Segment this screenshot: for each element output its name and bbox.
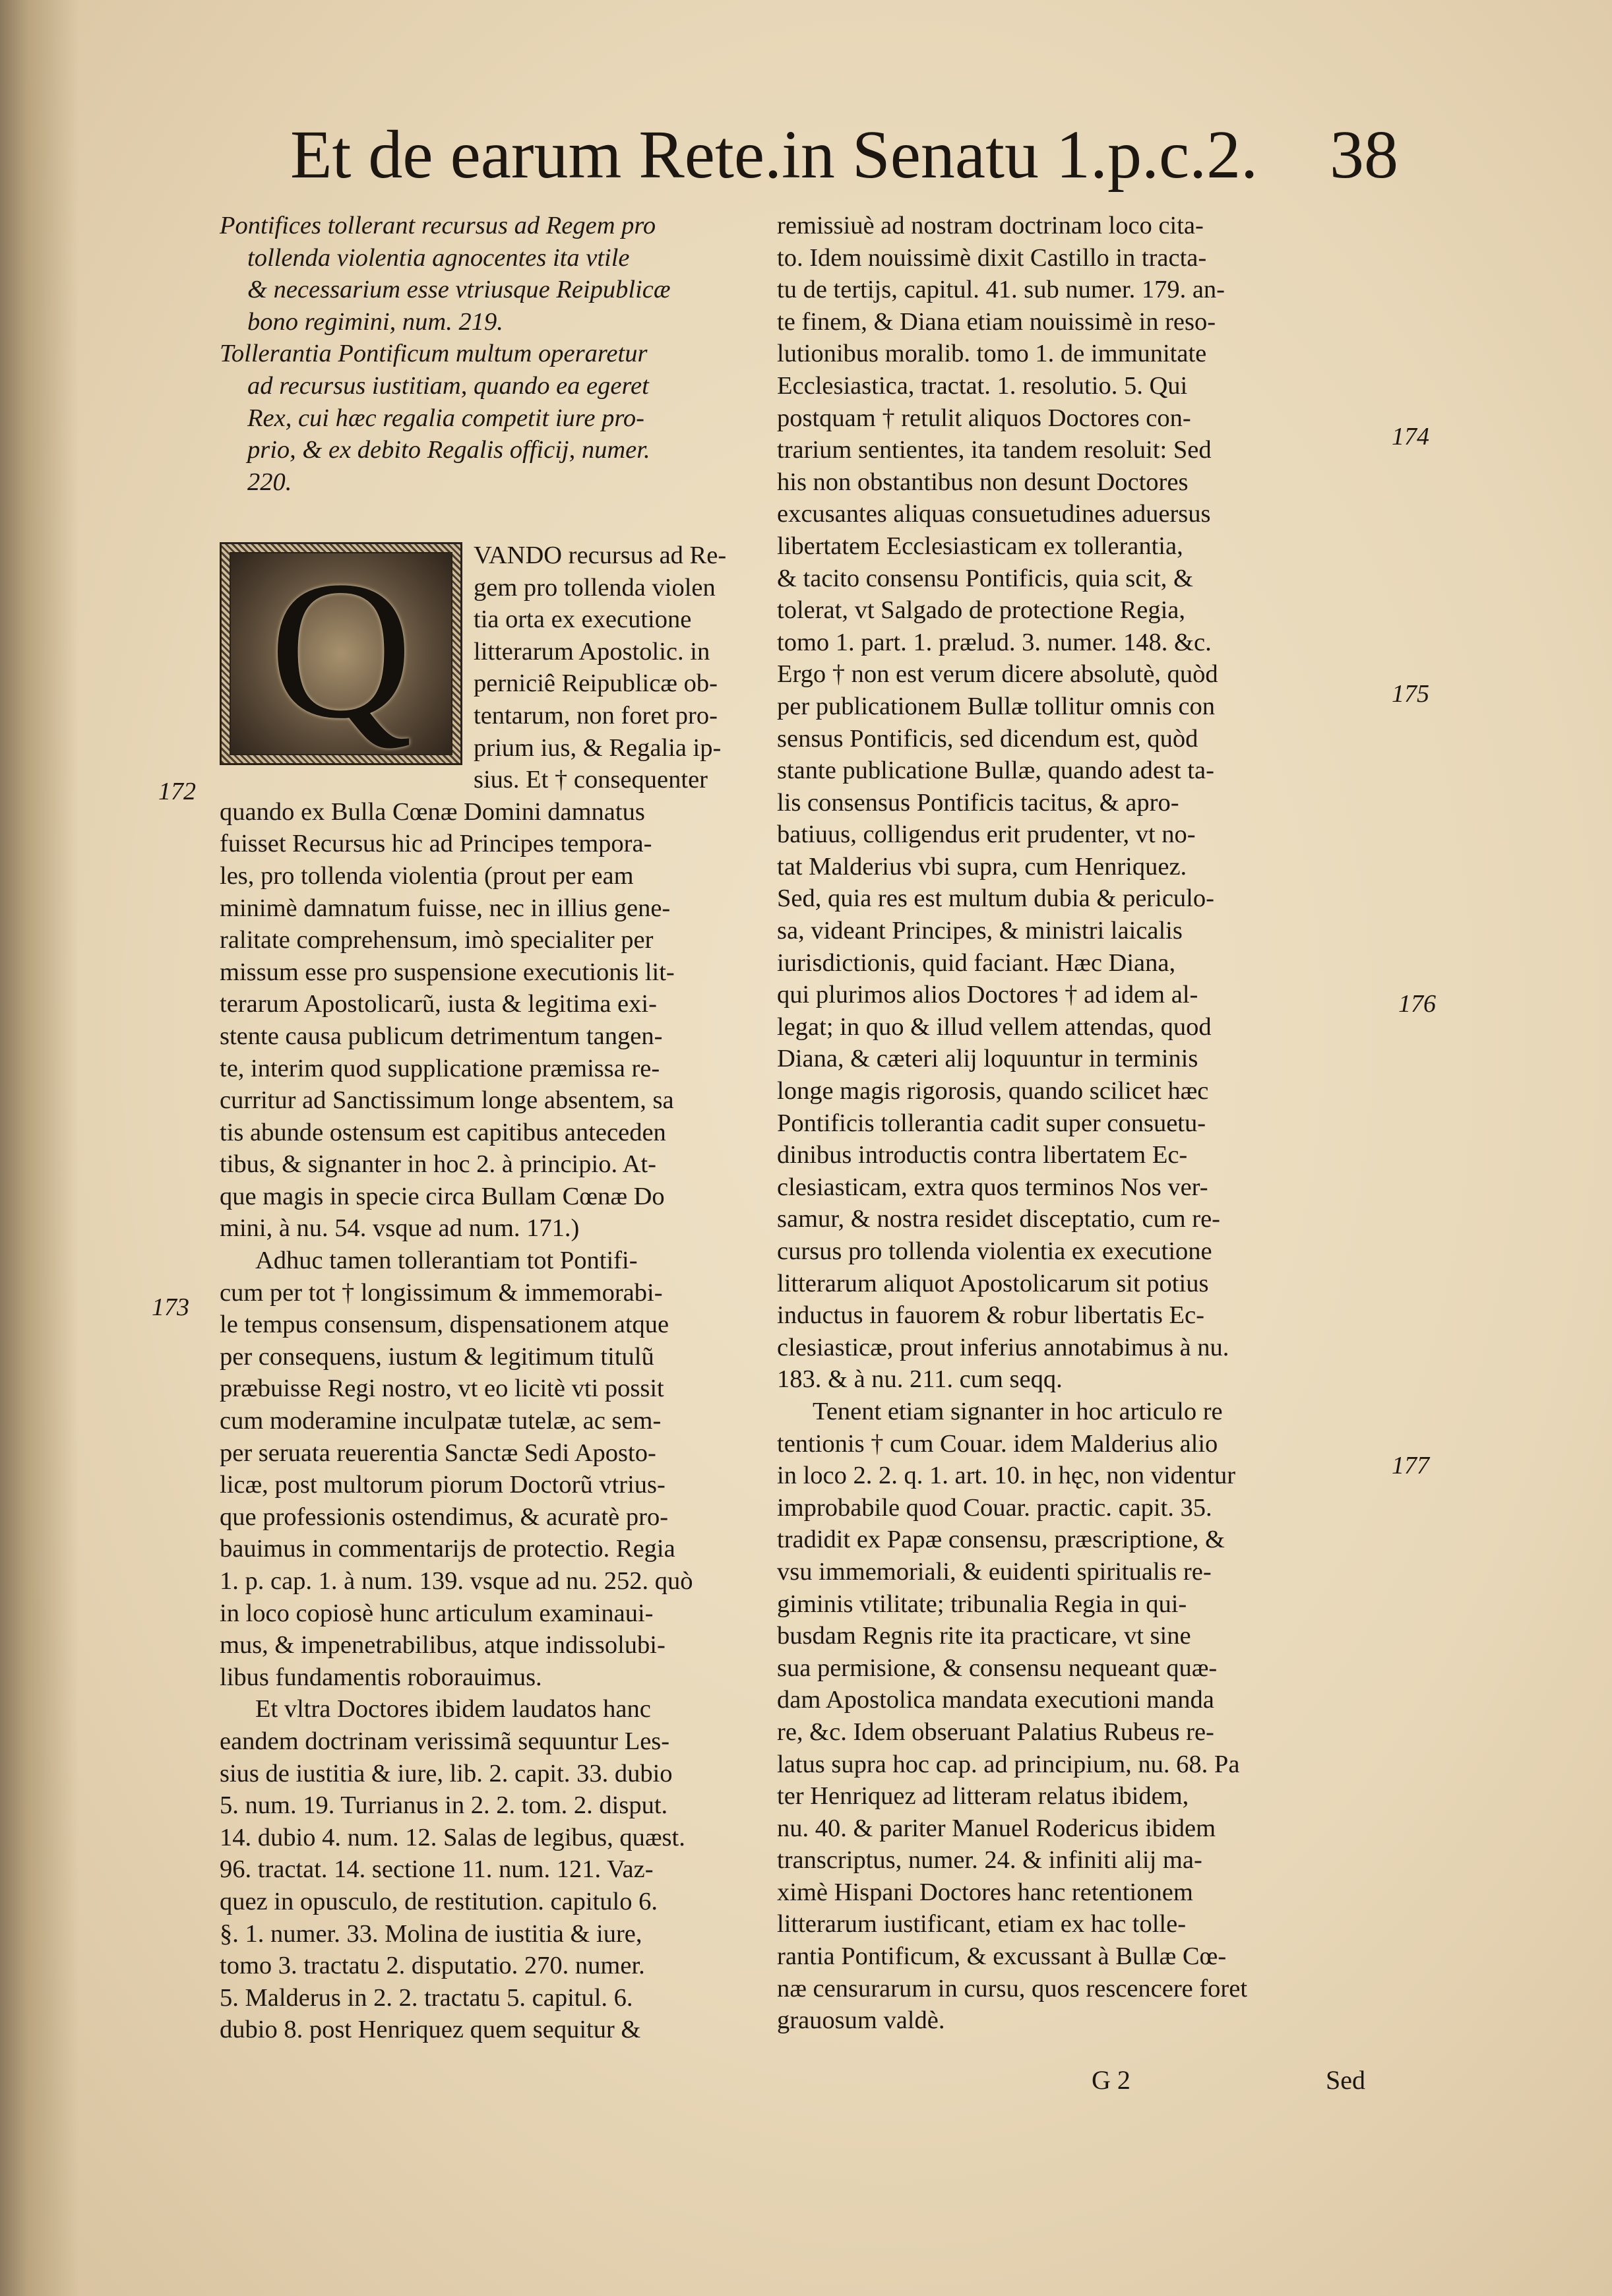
text-line: ximè Hispani Doctores hanc retentionem — [777, 1878, 1193, 1906]
text-line: tentionis † cum Couar. idem Malderius alio — [777, 1429, 1218, 1458]
text-line: sius. Et † consequenter — [474, 766, 708, 794]
summary-line: Pontifices tollerant recursus ad Regem pro — [220, 212, 656, 239]
text-line: Adhuc tamen tollerantiam tot Pontifi- — [255, 1247, 638, 1275]
summary-line: & necessarium esse vtriusque Reipublicæ — [247, 276, 671, 304]
text-line: cursus pro tollenda violentia ex executione — [777, 1237, 1212, 1265]
text-line: tentarum, non foret pro- — [474, 701, 718, 729]
signature-mark: G 2 — [1092, 2065, 1131, 2095]
text-line: dubio 8. post Henriquez quem sequitur & — [220, 2016, 641, 2044]
text-line: litterarum aliquot Apostolicarum sit potius — [777, 1269, 1209, 1297]
text-line: tis abunde ostensum est capitibus anteceden — [220, 1118, 666, 1146]
text-line: sius de iustitia & iure, lib. 2. capit. 33. dubio — [220, 1759, 673, 1787]
text-line: que magis in specie circa Bullam Cœnæ Do — [220, 1182, 665, 1210]
summary-line: tollenda violentia agnocentes ita vtile — [247, 243, 630, 272]
margin-number-177: 177 — [1392, 1452, 1429, 1479]
text-line: licæ, post multorum piorum Doctorũ vtrius- — [220, 1471, 666, 1499]
right-column-text — [777, 210, 1390, 2037]
text-line: dam Apostolica mandata executioni manda — [777, 1686, 1214, 1714]
text-line: Diana, & cæteri alij loquuntur in terminis — [777, 1045, 1198, 1073]
summary-line: bono regimini, num. 219. — [247, 307, 503, 336]
text-line: 5. Malderus in 2. 2. tractatu 5. capitul. 6. — [220, 1983, 633, 2012]
text-line: vsu immemoriali, & euidenti spiritualis re- — [777, 1557, 1212, 1586]
text-line: litterarum iustificant, etiam ex hac tolle- — [777, 1910, 1187, 1939]
margin-number-176: 176 — [1398, 990, 1436, 1018]
text-line: stente causa publicum detrimentum tangen- — [220, 1022, 663, 1050]
text-line: missum esse pro suspensione executionis lit- — [220, 958, 675, 986]
running-header — [290, 112, 1398, 198]
text-line: gem pro tollenda violen — [474, 573, 716, 602]
text-line: inductus in fauorem & robur libertatis Ec- — [777, 1301, 1204, 1330]
text-line: cum moderamine inculpatæ tutelæ, ac sem- — [220, 1407, 662, 1435]
margin-number-174: 174 — [1392, 423, 1429, 450]
text-line: tradidit ex Papæ consensu, præscriptione, & — [777, 1526, 1225, 1554]
text-line: his non obstantibus non desunt Doctores — [777, 468, 1189, 496]
text-line: postquam † retulit aliquos Doctores con- — [777, 404, 1191, 432]
text-line: sa, videant Principes, & ministri laicalis — [777, 917, 1183, 945]
text-line: que professionis ostendimus, & acuratè pro- — [220, 1503, 669, 1531]
text-line: ter Henriquez ad litteram relatus ibidem, — [777, 1782, 1189, 1811]
text-line: mini, à nu. 54. vsque ad num. 171.) — [220, 1214, 580, 1243]
text-line: tat Malderius vbi supra, cum Henriquez. — [777, 852, 1187, 881]
text-line: Et vltra Doctores ibidem laudatos hanc — [255, 1695, 651, 1723]
text-line: legat; in quo & illud vellem attendas, quod — [777, 1012, 1212, 1041]
text-line: 14. dubio 4. num. 12. Salas de legibus, quæst. — [220, 1823, 685, 1851]
text-line: remissiuè ad nostram doctrinam loco cita- — [777, 212, 1204, 239]
text-line: batiuus, colligendus erit prudenter, vt no- — [777, 821, 1196, 849]
text-line: le tempus consensum, dispensationem atque — [220, 1311, 669, 1339]
text-line: longe magis rigorosis, quando scilicet hæc — [777, 1077, 1209, 1105]
text-line: libus fundamentis roborauimus. — [220, 1663, 542, 1691]
text-line: re, &c. Idem obseruant Palatius Rubeus re- — [777, 1718, 1214, 1746]
text-line: les, pro tollenda violentia (prout per eam — [220, 861, 634, 890]
text-line: litterarum Apostolic. in — [474, 637, 710, 666]
text-line: sensus Pontificis, sed dicendum est, quòd — [777, 724, 1198, 753]
text-line: prium ius, & Regalia ip- — [474, 733, 722, 762]
text-line: bauimus in commentarijs de protectio. Regia — [220, 1535, 675, 1563]
text-line: Pontificis tollerantia cadit super consuetu- — [777, 1109, 1206, 1137]
page-gutter-shadow — [0, 0, 79, 2296]
text-line: terarum Apostolicarũ, iusta & legitima exi- — [220, 990, 657, 1018]
text-line: improbabile quod Couar. practic. capit. 35. — [777, 1493, 1212, 1522]
text-line: te finem, & Diana etiam nouissimè in reso- — [777, 307, 1216, 336]
summary-line: 220. — [247, 468, 292, 496]
text-line: lis consensus Pontificis tacitus, & apro- — [777, 788, 1179, 817]
folio-number: 38 — [1330, 117, 1398, 193]
text-line: 1. p. cap. 1. à num. 139. vsque ad nu. 252. quò — [220, 1567, 693, 1595]
text-line: tia orta ex executione — [474, 605, 692, 634]
initial-letter: Q — [269, 540, 413, 759]
text-line: §. 1. numer. 33. Molina de iustitia & iure, — [220, 1919, 642, 1948]
text-line: rantia Pontificum, & excussant à Bullæ Cœ- — [777, 1942, 1227, 1971]
text-line: transcriptus, numer. 24. & infiniti alij ma- — [777, 1846, 1202, 1875]
text-line: præbuisse Regi nostro, vt eo licitè vti possit — [220, 1375, 664, 1403]
text-line: iurisdictionis, quid faciant. Hæc Diana, — [777, 948, 1176, 977]
text-line: to. Idem nouissimè dixit Castillo in tracta- — [777, 243, 1207, 272]
text-line: mus, & impenetrabilibus, atque indissolubi- — [220, 1631, 666, 1660]
summary-line: Tollerantia Pontificum multum operaretur — [220, 340, 648, 368]
left-column-text — [220, 540, 762, 2046]
text-line: quando ex Bulla Cœnæ Domini damnatus — [220, 797, 645, 826]
text-line: stante publicatione Bullæ, quando adest ta- — [777, 757, 1214, 785]
text-line: minimè damnatum fuisse, nec in illius gene- — [220, 894, 671, 922]
text-line: cum per tot † longissimum & immemorabi- — [220, 1278, 663, 1307]
text-line: 5. num. 19. Turrianus in 2. 2. tom. 2. disput. — [220, 1791, 668, 1820]
text-line: tibus, & signanter in hoc 2. à principio. At- — [220, 1150, 656, 1179]
text-line: næ censurarum in cursu, quos rescencere foret — [777, 1974, 1248, 2002]
running-title: Et de earum Rete.in Senatu 1.p.c.2. — [290, 117, 1258, 193]
text-line: qui plurimos alios Doctores † ad idem al- — [777, 981, 1198, 1009]
margin-number-172: 172 — [158, 778, 196, 805]
text-line: Tenent etiam signanter in hoc articulo re — [813, 1397, 1223, 1425]
text-line: tomo 1. part. 1. prælud. 3. numer. 148. &c. — [777, 628, 1212, 656]
text-line: Sed, quia res est multum dubia & periculo- — [777, 884, 1214, 913]
text-line: VANDO recursus ad Re- — [474, 542, 727, 569]
text-line: per publicationem Bullæ tollitur omnis con — [777, 692, 1216, 720]
summary-line: ad recursus iustitiam, quando ea egeret — [247, 371, 649, 400]
text-line: excusantes aliquas consuetudines aduersus — [777, 500, 1211, 528]
text-line: curritur ad Sanctissimum longe absentem, sa — [220, 1086, 674, 1115]
text-line: tolerat, vt Salgado de protectione Regia, — [777, 596, 1186, 625]
text-line: ralitate comprehensum, imò specialiter per — [220, 926, 654, 954]
text-line: lutionibus moralib. tomo 1. de immunitate — [777, 340, 1207, 368]
text-line: libertatem Ecclesiasticam ex tollerantia, — [777, 532, 1183, 560]
catchword: Sed — [1326, 2065, 1365, 2095]
text-line: busdam Regnis rite ita practicare, vt sine — [777, 1622, 1191, 1650]
text-line: Ecclesiastica, tractat. 1. resolutio. 5. Qui — [777, 371, 1188, 400]
text-line: in loco copiosè hunc articulum examinaui- — [220, 1599, 654, 1627]
text-line: sua permisione, & consensu nequeant quæ- — [777, 1654, 1218, 1682]
text-line: in loco 2. 2. q. 1. art. 10. in hęc, non videntur — [777, 1462, 1236, 1490]
text-line: latus supra hoc cap. ad principium, nu. 68. Pa — [777, 1750, 1240, 1778]
text-line: te, interim quod supplicatione præmissa re- — [220, 1054, 660, 1082]
text-line: Ergo † non est verum dicere absolutè, quòd — [777, 660, 1218, 689]
text-line: nu. 40. & pariter Manuel Rodericus ibidem — [777, 1814, 1216, 1842]
text-line: clesiasticæ, prout inferius annotabimus à nu. — [777, 1333, 1229, 1361]
text-line: dinibus introductis contra libertatem Ec- — [777, 1141, 1188, 1169]
text-line: per consequens, iustum & legitimum titulũ — [220, 1342, 654, 1371]
chapter-summary — [220, 210, 762, 498]
text-line: eandem doctrinam verissimã sequuntur Les- — [220, 1727, 670, 1755]
text-line: tomo 3. tractatu 2. disputatio. 270. numer. — [220, 1952, 645, 1980]
summary-line: Rex, cui hæc regalia competit iure pro- — [247, 404, 644, 432]
text-line: clesiasticam, extra quos terminos Nos ver- — [777, 1173, 1208, 1201]
text-line: tu de tertijs, capitul. 41. sub numer. 179. an- — [777, 276, 1225, 304]
text-line: giminis vtilitate; tribunalia Regia in qui- — [777, 1590, 1187, 1618]
margin-number-173: 173 — [152, 1293, 189, 1321]
margin-number-175: 175 — [1392, 680, 1429, 708]
text-line: samur, & nostra residet disceptatio, cum re- — [777, 1205, 1221, 1233]
text-line: fuisset Recursus hic ad Principes tempora- — [220, 830, 652, 858]
text-line: trarium sentientes, ita tandem resoluit: Sed — [777, 436, 1212, 464]
text-line: perniciê Reipublicæ ob- — [474, 669, 718, 698]
text-line: grauosum valdè. — [777, 2006, 945, 2035]
text-line: quez in opusculo, de restitution. capitulo 6. — [220, 1887, 658, 1915]
text-line: 183. & à nu. 211. cum seqq. — [777, 1365, 1063, 1394]
text-line: per seruata reuerentia Sanctæ Sedi Aposto- — [220, 1439, 656, 1467]
summary-line: prio, & ex debito Regalis officij, numer. — [247, 436, 650, 464]
text-line: & tacito consensu Pontificis, quia scit, & — [777, 564, 1193, 592]
text-line: 96. tractat. 14. sectione 11. num. 121. Vaz- — [220, 1855, 654, 1884]
